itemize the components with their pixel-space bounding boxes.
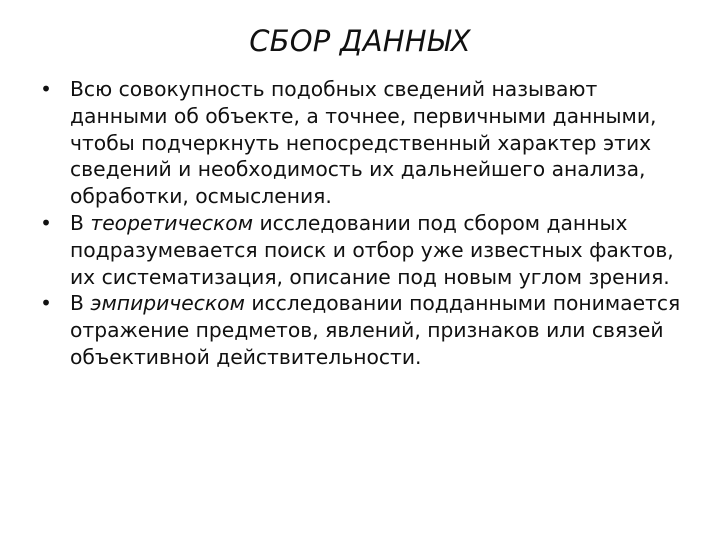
bullet-text-lead: В [70, 291, 91, 316]
bullet-text-rest: исследовании подданными понимается отражение предметов, явлений, признаков или связей объективной действительности. [70, 291, 681, 369]
bullet-marker: • [40, 291, 52, 316]
bullet-text: Всю совокупность подобных сведений называют данными об объекте, а точнее, первичными данными, чтобы подчеркнуть непосредственный характер этих сведений и необходимость их дальнейшего анализа, обработки, осмысления. [70, 77, 657, 209]
bullet-marker: • [40, 210, 52, 235]
bullet-item [38, 290, 694, 370]
slide-title: СБОР ДАННЫХ [249, 24, 471, 58]
bullet-item [38, 210, 694, 290]
bullet-text-lead: В [70, 210, 91, 235]
bullet-text-emphasis: теоретическом [90, 210, 253, 235]
bullet-text-rest: исследовании под сбором данных подразумевается поиск и отбор уже известных фактов, их систематизация, описание под новым углом зрения. [70, 210, 674, 289]
bullet-marker: • [40, 77, 52, 101]
bullet-list [38, 76, 694, 371]
bullet-text-emphasis: эмпирическом [90, 291, 245, 316]
bullet-item [38, 76, 694, 210]
